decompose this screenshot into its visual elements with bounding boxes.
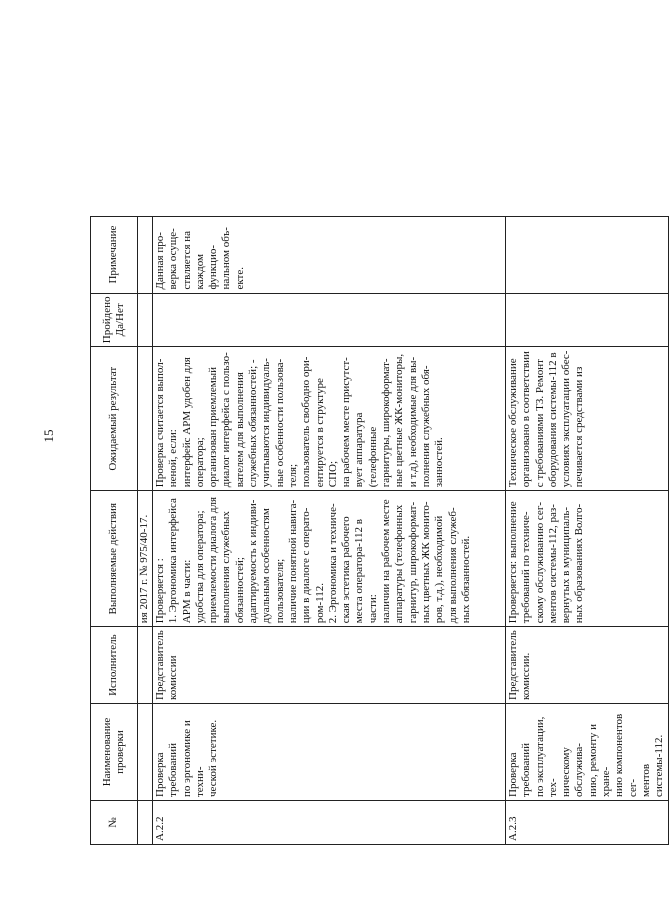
check-name: Проверка требований по эргономике и техни- ческой эстетике. (153, 704, 506, 801)
expected-result: Проверка считается выпол- неной, если: интерфейс АРМ удобен для оператора; организован приемлемый диалог интерфейса с пользо- вателем для выполнения служебных обязанностей; - учитываются индивидуаль- ные особенности пользова- теля; пользователь свободно ори- ентируется в структуре СПО; на рабочем месте присутст- вует аппаратура (телефонные гарнитуры, широкоформат- ные цветные ЖК-мониторы, и т.д), необходимые для вы- полнения служебных обя- занностей. (153, 347, 506, 491)
table-row (506, 216, 669, 844)
table-row (153, 216, 506, 844)
passed (153, 293, 506, 347)
expected-result: Техническое обслуживание организовано в соответствии с требованиями ТЗ. Ремонт оборудования системы-112 в условиях эксплуатации обес- печивается средствами из (506, 347, 669, 491)
cell (138, 293, 153, 347)
header-number: № (91, 801, 138, 845)
continuation-row (138, 216, 153, 844)
actions: Проверяется: выполнение требований по техниче- скому обслуживанию сег- ментов системы-112, раз- вернутых в муниципаль- ных образованиях Волго- (506, 491, 669, 627)
cell (138, 627, 153, 704)
cell (138, 704, 153, 801)
continuation-text: ия 2017 г. № 975/40-17. (138, 491, 153, 627)
cell (138, 216, 153, 293)
header-note: Примечание (91, 216, 138, 293)
header-passed: Пройдено Да/Нет (91, 293, 138, 347)
header-name: Наименование проверки (91, 704, 138, 801)
row-id: А.2.3 (506, 801, 669, 845)
header-executor: Исполнитель (91, 627, 138, 704)
note (506, 216, 669, 293)
executor: Представитель комиссии. (506, 627, 669, 704)
executor: Представитель комиссии (153, 627, 506, 704)
header-expected: Ожидаемый результат (91, 347, 138, 491)
test-table (90, 216, 669, 845)
passed (506, 293, 669, 347)
row-id: А.2.2 (153, 801, 506, 845)
page-number: 15 (41, 429, 56, 443)
check-name: Проверка требований по эксплуатации, тех- ническому обслужива- нию, ремонту и хране- нию компонентов сег- ментов системы-112. (506, 704, 669, 801)
header-row (91, 216, 138, 844)
header-actions: Выполняемые действия (91, 491, 138, 627)
actions: Проверяется : 1. Эргономика интерфейса АРМ в части: удобства для оператора; приемлемости диалога для выполнения служебных обязанностей; адаптируемость к индиви- дуальным особенностям пользователя; наличие понятной навига- ции в диалоге с операто- ром-112. 2. Эргономика и техниче- ская эстетика рабочего места оператора-112 в части: наличии на рабочем месте аппаратуры (телефонных гарнитур, широкоформат- ных цветных ЖК монито- ров, т.д.), необходимой для выполнения служеб- ных обязанностей. (153, 491, 506, 627)
cell (138, 801, 153, 845)
note: Данная про- верка осуще- ствляется на каждом функцио- нальном объ- екте. (153, 216, 506, 293)
cell (138, 347, 153, 491)
